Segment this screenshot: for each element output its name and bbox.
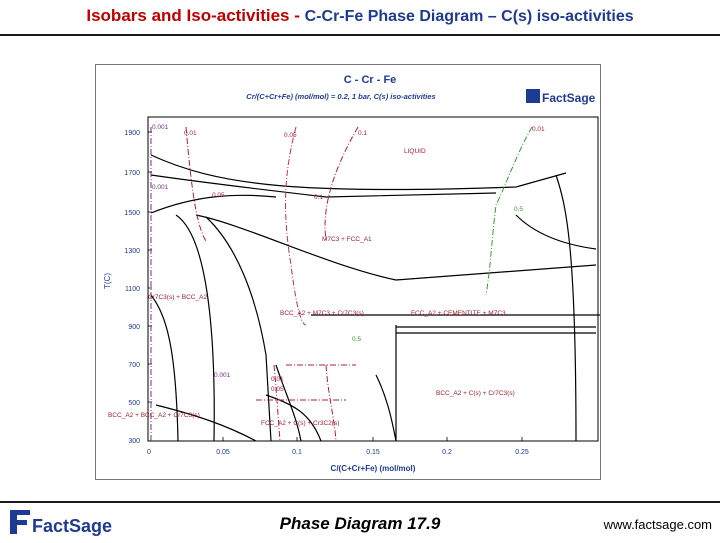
y-tick: 500 (128, 400, 140, 407)
diagram-subtitle: Cr/(C+Cr+Fe) (mol/mol) = 0.2, 1 bar, C(s) iso-activities (246, 92, 436, 101)
activity-label: 0.001 (152, 124, 169, 131)
slide-title (0, 6, 720, 26)
title-divider (0, 34, 720, 36)
y-tick: 1100 (124, 286, 140, 293)
activity-label: 0.01 (532, 126, 545, 133)
x-tick: 0.15 (366, 449, 380, 456)
region-labels (108, 148, 515, 427)
x-tick: 0.1 (292, 449, 302, 456)
x-tick: 0 (147, 449, 151, 456)
region-label: Cr7C3(s) + BCC_A2 (148, 294, 208, 301)
y-tick: 1700 (124, 170, 140, 177)
activity-label: 0.05 (271, 386, 284, 393)
activity-label: 0.1 (314, 194, 324, 201)
x-tick: 0.2 (442, 449, 452, 456)
y-tick: 300 (128, 438, 140, 445)
y-tick: 1300 (124, 248, 140, 255)
footer-divider (0, 501, 720, 503)
y-tick: 700 (128, 362, 140, 369)
x-tick-labels (147, 449, 529, 456)
region-label: BCC_A2 + M7C3 + Cr7C3(s) (280, 310, 364, 317)
x-tick: 0.25 (515, 449, 529, 456)
y-tick: 1900 (124, 130, 140, 137)
activity-label: 0.5 (514, 206, 524, 213)
region-label: M7C3 + FCC_A1 (322, 236, 372, 243)
phase-diagram (96, 65, 600, 479)
activity-label: 0.1 (358, 130, 368, 137)
factsage-logo-icon (526, 89, 596, 105)
diagram-logo-text: FactSage (542, 91, 596, 105)
activity-label: 0.5 (352, 336, 362, 343)
plot-area (148, 117, 598, 441)
phase-diagram-frame (95, 64, 601, 480)
region-label: FCC_A2 + CEMENTITE + M7C3 (411, 310, 506, 317)
slide-title-main: Isobars and Iso-activities - (86, 6, 300, 25)
x-axis-label: C/(C+Cr+Fe) (mol/mol) (330, 464, 416, 473)
footer-logo-text: FactSage (32, 516, 113, 536)
region-label: FCC_A2 + C(s) + Cr3C2(s) (261, 420, 340, 427)
activity-label: 0.001 (152, 184, 169, 191)
slide-title-sub: C-Cr-Fe Phase Diagram – C(s) iso-activities (304, 8, 634, 25)
region-label: BCC_A2 + BCC_A2 + Cr7C3(s) (108, 412, 200, 419)
y-tick-labels (124, 130, 140, 445)
activity-label: 0.05 (212, 192, 225, 199)
region-label: LIQUID (404, 148, 426, 155)
footer-url[interactable]: www.factsage.com (603, 517, 712, 532)
y-tick: 1500 (124, 210, 140, 217)
activity-label: 0.01 (184, 130, 197, 137)
diagram-title: C - Cr - Fe (343, 74, 397, 86)
activity-label: 0.05 (284, 132, 297, 139)
activity-labels (152, 124, 545, 393)
activity-label: 0.001 (214, 372, 231, 379)
y-tick: 900 (128, 324, 140, 331)
y-axis-label: T(C) (103, 273, 112, 289)
activity-label: 0.01 (271, 376, 284, 383)
region-label: BCC_A2 + C(s) + Cr7C3(s) (436, 390, 515, 397)
footer-caption: Phase Diagram 17.9 (279, 514, 441, 533)
x-tick: 0.05 (216, 449, 230, 456)
